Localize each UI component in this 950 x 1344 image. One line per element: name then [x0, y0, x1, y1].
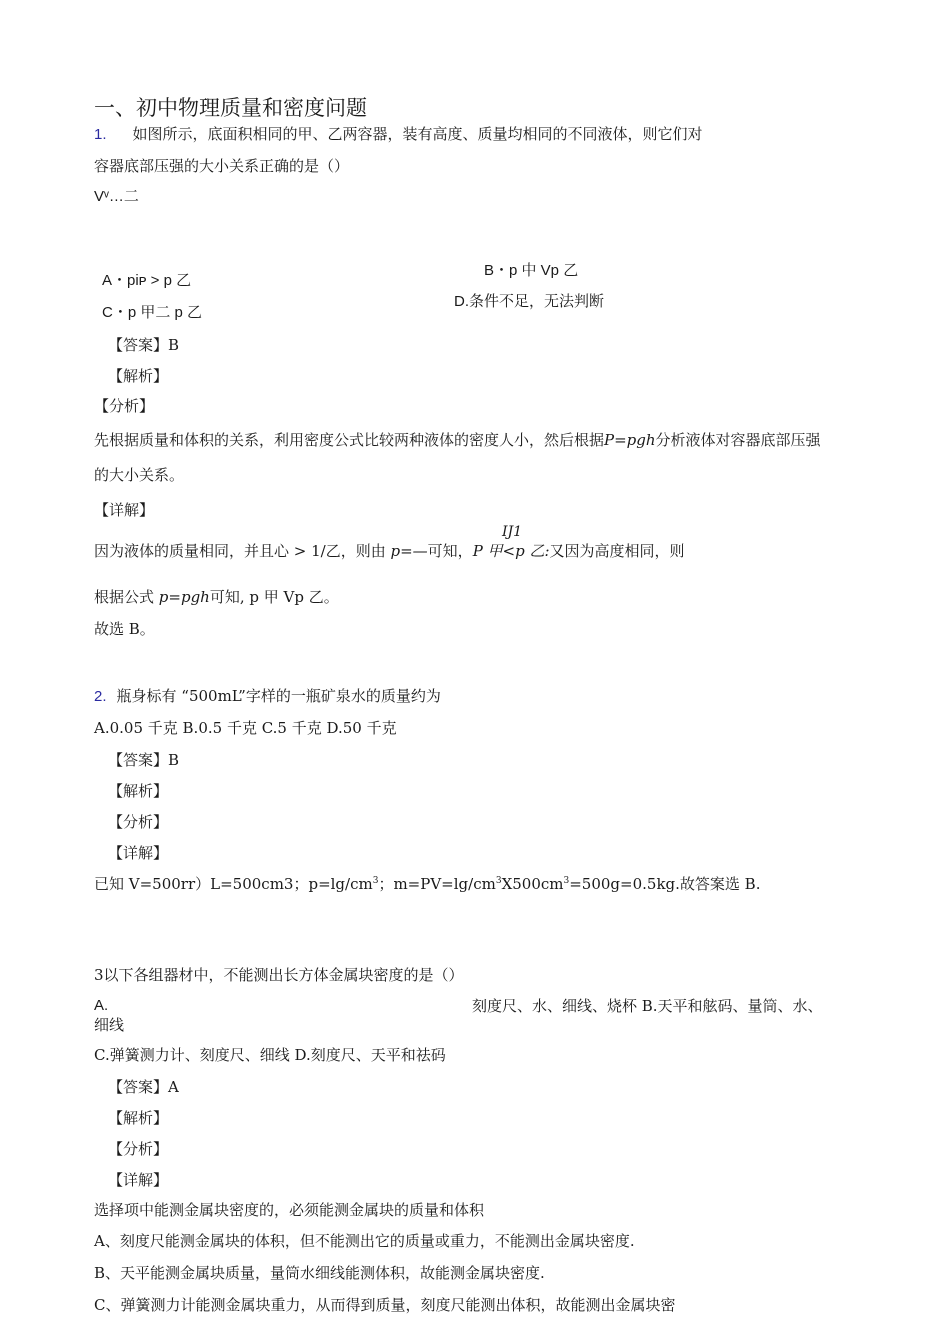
q1-detail-formula: p=— — [390, 542, 428, 560]
q1-figure-placeholder: Vᵛ…二 — [94, 188, 139, 205]
q1-fenxi-text-b: 分析液体对容器底部压强 — [655, 431, 821, 449]
q1-option-c: C・p 甲二 p 乙 — [102, 304, 203, 321]
q1-fenxi-label: 【分析】 — [94, 397, 155, 415]
q1-detail-text-c: 又因为高度相同，则 — [549, 542, 685, 560]
q1-stem-line2: 容器底部压强的大小关系正确的是（） — [94, 157, 350, 175]
q2-detail-c: X500cm — [501, 875, 564, 893]
q1-answer: 【答案】B — [108, 336, 180, 354]
q3-detail-line-a: A、刻度尺能测金属块的体积，但不能测出它的质量或重力，不能测出金属块密度. — [94, 1232, 635, 1250]
q2-stem-text: 瓶身标有 “500mL”字样的一瓶矿泉水的质量约为 — [116, 687, 441, 705]
q1-detail-line2 — [94, 587, 339, 607]
q1-detail2-text-b: 可知, p 甲 Vp 乙。 — [209, 588, 339, 606]
q1-stem-text: 如图所示，底面积相同的甲、乙两容器，装有高度、质量均相同的不同液体，则它们对 — [132, 125, 703, 143]
q3-option-a-label: A. — [94, 997, 109, 1014]
q2-detail-b: ；m=PV=lg/cm — [378, 875, 496, 893]
q2-stem — [94, 686, 441, 707]
q1-detail-text-b: 可知， — [427, 542, 473, 560]
q2-detail — [94, 874, 760, 894]
q1-option-d: D.条件不足，无法判断 — [454, 293, 605, 310]
q1-detail2-formula: p=pgh — [158, 588, 210, 606]
q1-conclusion: 故选 B。 — [94, 620, 155, 638]
q1-stem-line1 — [94, 124, 703, 145]
q3-stem: 3以下各组器材中，不能测出长方体金属块密度的是（） — [94, 966, 464, 984]
q2-sup-3: 3 — [563, 876, 570, 886]
q3-jiexi-label: 【解析】 — [108, 1109, 169, 1127]
q1-fenxi-formula: P=pgh — [604, 431, 656, 449]
q2-jiexi-label: 【解析】 — [108, 782, 169, 800]
q1-fraction-top: IJ1 — [502, 524, 523, 540]
q2-detail-d: =500g=0.5kg.故答案选 B. — [569, 875, 761, 893]
q1-fenxi-text-a: 先根据质量和体积的关系，利用密度公式比较两种液体的密度人小，然后根据 — [94, 431, 605, 449]
q2-answer: 【答案】B — [108, 751, 180, 769]
q3-detail-line-c: C、弹簧测力计能测金属块重力，从而得到质量，刻度尺能测出体积，故能测出金属块密 — [94, 1296, 676, 1314]
q3-detail-line1: 选择项中能测金属块密度的，必须能测金属块的质量和体积 — [94, 1201, 485, 1219]
q1-number: 1. — [94, 126, 107, 143]
q3-answer: 【答案】A — [108, 1078, 179, 1096]
q2-options: A.0.05 千克 B.0.5 千克 C.5 千克 D.50 千克 — [94, 719, 397, 737]
q2-fenxi-label: 【分析】 — [108, 813, 169, 831]
q1-option-b: B・p 中 Vp 乙 — [484, 262, 579, 279]
q1-xiangjie-label: 【详解】 — [94, 501, 155, 519]
q2-number: 2. — [94, 688, 107, 705]
q3-option-a-text: 刻度尺、水、细线、烧杯 B.天平和舷码、量筒、水、 — [472, 997, 823, 1015]
q3-fenxi-label: 【分析】 — [108, 1140, 169, 1158]
q2-sup-2: 3 — [495, 876, 502, 886]
q1-detail-text-a: 因为液体的质量相同，并且心 > 1/乙，则由 — [94, 542, 386, 560]
q1-detail2-text-a: 根据公式 — [94, 588, 155, 606]
q1-fenxi-text-line2: 的大小关系。 — [94, 466, 185, 484]
q2-sup-1: 3 — [372, 876, 379, 886]
q3-xiangjie-label: 【详解】 — [108, 1171, 169, 1189]
q1-detail-line1 — [94, 541, 685, 561]
section-heading: 一、初中物理质量和密度问题 — [94, 96, 367, 120]
q3-detail-line-b: B、天平能测金属块质量，量筒水细线能测体积，故能测金属块密度. — [94, 1264, 545, 1282]
q2-xiangjie-label: 【详解】 — [108, 844, 169, 862]
q1-option-a: A・piᴘ > p 乙 — [102, 272, 192, 289]
q1-fenxi-text-line1 — [94, 430, 821, 450]
q3-option-a-cont: 细线 — [94, 1016, 125, 1034]
q1-jiexi-label: 【解析】 — [108, 367, 169, 385]
q2-detail-a: 已知 V=500rr）L=500cm3；p=lg/cm — [94, 875, 373, 893]
q1-detail-italic: P 甲<p 乙: — [472, 542, 550, 560]
q3-options-cd: C.弹簧测力计、刻度尺、细线 D.刻度尺、天平和祛码 — [94, 1046, 446, 1064]
